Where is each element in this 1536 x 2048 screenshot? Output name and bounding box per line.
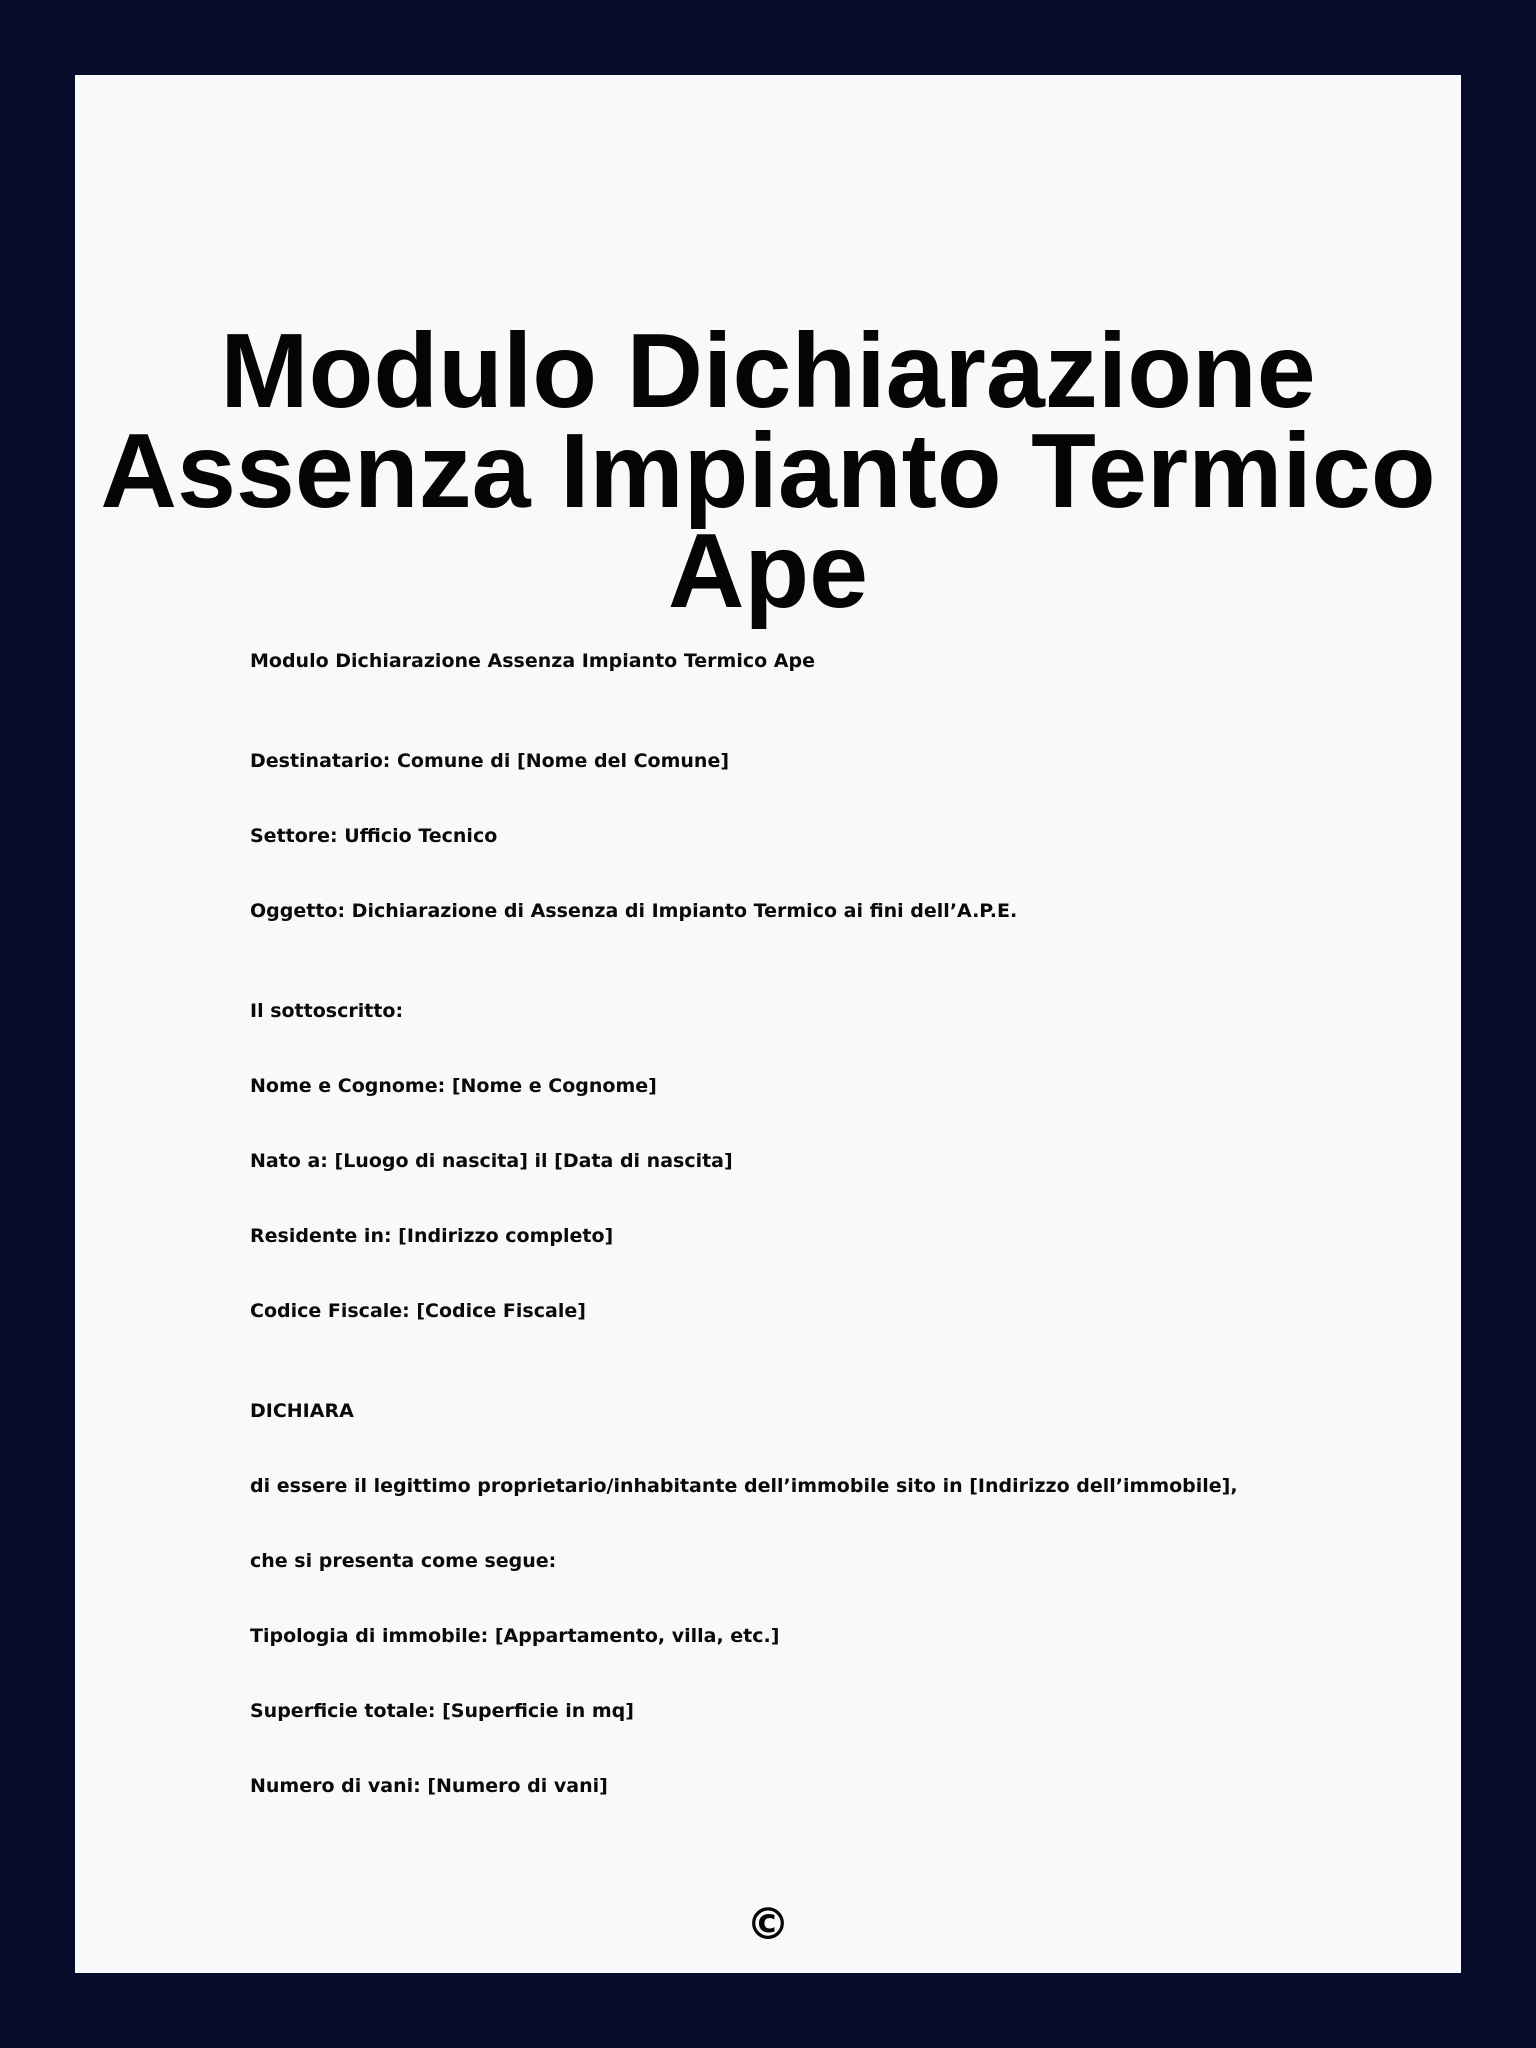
birth-line: Nato a: [Luogo di nascita] il [Data di nascita] [250,1150,733,1172]
ownership-line: di essere il legittimo proprietario/inhabitante dell’immobile sito in [Indirizzo dell’immobile], [250,1475,1238,1497]
undersigned-line: Il sottoscritto: [250,1000,404,1022]
document-page [75,75,1461,1973]
subject-line: Oggetto: Dichiarazione di Assenza di Impianto Termico ai fini dell’A.P.E. [250,900,1018,922]
copyright-icon: © [746,1899,790,1950]
rooms-line: Numero di vani: [Numero di vani] [250,1775,608,1797]
tax-code-line: Codice Fiscale: [Codice Fiscale] [250,1300,586,1322]
surface-line: Superficie totale: [Superficie in mq] [250,1700,634,1722]
property-type-line: Tipologia di immobile: [Appartamento, villa, etc.] [250,1625,780,1647]
sector-line: Settore: Ufficio Tecnico [250,825,498,847]
heading-line: Modulo Dichiarazione Assenza Impianto Termico Ape [250,650,815,672]
recipient-line: Destinatario: Comune di [Nome del Comune] [250,750,730,772]
residence-line: Residente in: [Indirizzo completo] [250,1225,614,1247]
declares-line: DICHIARA [250,1400,354,1422]
name-line: Nome e Cognome: [Nome e Cognome] [250,1075,657,1097]
document-title: Modulo Dichiarazione Assenza Impianto Termico Ape [100,312,1436,630]
description-line: che si presenta come segue: [250,1550,557,1572]
